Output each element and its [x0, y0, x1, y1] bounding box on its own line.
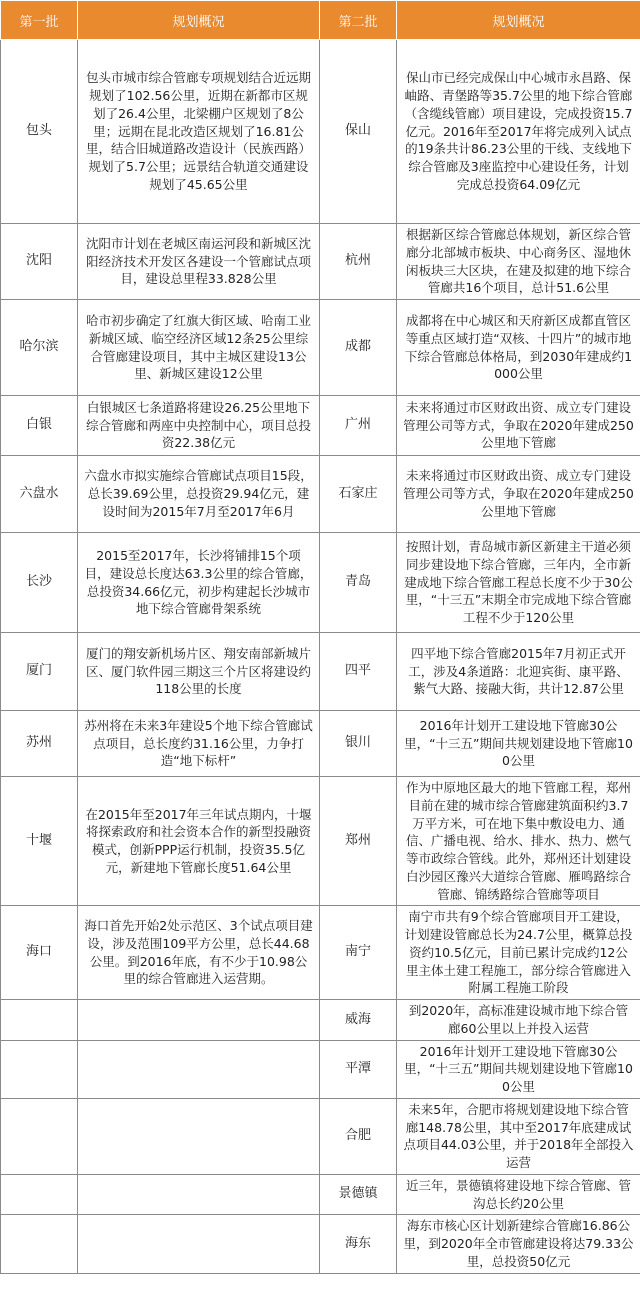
- batch2-plan: 未来将通过市区财政出资、成立专门建设管理公司等方式，争取在2020年建成250公里地下管廊: [397, 456, 640, 533]
- batch2-plan: 四平地下综合管廊2015年7月初正式开工，涉及4条道路：北迎宾街、康平路、紫气大路、接融大街，共计12.87公里: [397, 633, 640, 711]
- batch2-city: 广州: [320, 396, 397, 456]
- batch2-city: 南宁: [320, 906, 397, 1000]
- batch2-plan: 未来将通过市区财政出资、成立专门建设管理公司等方式，争取在2020年建成250公里地下管廊: [397, 396, 640, 456]
- batch1-city: 哈尔滨: [1, 300, 78, 396]
- batch2-plan: 南宁市共有9个综合管廊项目开工建设，计划建设管廊总长为24.7公里，概算总投资约10.5亿元，目前已累计完成约12公里主体土建工程施工，部分综合管廊进入附属工程施工阶段: [397, 906, 640, 1000]
- batch2-city: 威海: [320, 1000, 397, 1041]
- batch2-plan: 到2020年，高标准建设城市地下综合管廊60公里以上并投入运营: [397, 1000, 640, 1041]
- batch2-city: 郑州: [320, 777, 397, 906]
- batch1-city: [1, 1040, 78, 1098]
- table-row: [1, 1174, 640, 1215]
- batch1-plan: 厦门的翔安新机场片区、翔安南部新城片区、厦门软件园三期这三个片区将建设约118公里的长度: [78, 633, 320, 711]
- batch2-plan: 未来5年，合肥市将规划建设地下综合管廊148.78公里，其中至2017年底建成试点项目44.03公里，并于2018年全部投入运营: [397, 1098, 640, 1174]
- table-row: [1, 396, 640, 456]
- batch2-plan: 2016年计划开工建设地下管廊30公里，“十三五”期间共规划建设地下管廊100公里: [397, 711, 640, 777]
- batch2-city: 杭州: [320, 224, 397, 300]
- batch1-city: 六盘水: [1, 456, 78, 533]
- batch2-plan: 保山市已经完成保山中心城市永昌路、保岫路、青堡路等35.7公里的地下综合管廊（含缆线管廊）项目建设，完成投资15.7亿元。2016年至2017年将完成列入试点的19条共计86.23公里的干线、支线地下综合管廊及3座监控中心建设任务，计划完成总投资64.09亿元: [397, 40, 640, 224]
- batch1-plan: 包头市城市综合管廊专项规划结合近远期规划了102.56公里，近期在新都市区规划了26.4公里，北梁棚户区规划了8公里；远期在昆北改造区规划了16.81公里，结合旧城道路改造设计（民族西路）规划了5.7公里；远景结合轨道交通建设规划了45.65公里: [78, 40, 320, 224]
- batch2-plan: 根据新区综合管廊总体规划，新区综合管廊分北部城市板块、中心商务区、湿地休闲板块三大区块，在建及拟建的地下综合管廊共16个项目，总计51.6公里: [397, 224, 640, 300]
- batch1-plan: [78, 1174, 320, 1215]
- header-plan-1: 规划概况: [78, 1, 320, 40]
- table-row: [1, 777, 640, 906]
- batch1-city: [1, 1174, 78, 1215]
- batch1-city: 沈阳: [1, 224, 78, 300]
- table-row: [1, 1098, 640, 1174]
- table-row: [1, 533, 640, 633]
- batch1-city: [1, 1098, 78, 1174]
- batch1-plan: [78, 1000, 320, 1041]
- header-batch-2: 第二批: [320, 1, 397, 40]
- batch2-plan: 成都将在中心城区和天府新区成都直管区等重点区域打造“双核、十四片”的城市地下综合管廊总体格局，到2030年建成约1000公里: [397, 300, 640, 396]
- batch2-city: 石家庄: [320, 456, 397, 533]
- batch1-city: 长沙: [1, 533, 78, 633]
- batch1-plan: 白银城区七条道路将建设26.25公里地下综合管廊和两座中央控制中心，项目总投资22.38亿元: [78, 396, 320, 456]
- batch1-plan: 2015至2017年，长沙将铺排15个项目，建设总长度达63.3公里的综合管廊，总投资34.66亿元，初步构建起长沙城市地下综合管廊骨架系统: [78, 533, 320, 633]
- batch1-plan: [78, 1215, 320, 1273]
- batch2-city: 海东: [320, 1215, 397, 1273]
- batch1-city: 海口: [1, 906, 78, 1000]
- batch2-city: 青岛: [320, 533, 397, 633]
- batch2-plan: 海东市核心区计划新建综合管廊16.86公里，到2020年全市管廊建设将达79.33公里，总投资50亿元: [397, 1215, 640, 1273]
- batch1-plan: 沈阳市计划在老城区南运河段和新城区沈阳经济技术开发区各建设一个管廊试点项目，建设总里程33.828公里: [78, 224, 320, 300]
- batch1-city: 十堰: [1, 777, 78, 906]
- table-row: [1, 300, 640, 396]
- table-row: [1, 711, 640, 777]
- table-row: [1, 1000, 640, 1041]
- batch2-city: 平潭: [320, 1040, 397, 1098]
- batch1-city: [1, 1215, 78, 1273]
- table-row: [1, 1040, 640, 1098]
- batch1-city: 白银: [1, 396, 78, 456]
- table-row: [1, 224, 640, 300]
- batch2-city: 成都: [320, 300, 397, 396]
- batch1-plan: [78, 1098, 320, 1174]
- batch2-city: 银川: [320, 711, 397, 777]
- header-batch-1: 第一批: [1, 1, 78, 40]
- table-row: [1, 633, 640, 711]
- header-row: [1, 1, 640, 40]
- table-row: [1, 1215, 640, 1273]
- batch1-plan: [78, 1040, 320, 1098]
- batch2-city: 合肥: [320, 1098, 397, 1174]
- batch2-city: 保山: [320, 40, 397, 224]
- batch1-city: [1, 1000, 78, 1041]
- table-row: [1, 40, 640, 224]
- batch1-city: 厦门: [1, 633, 78, 711]
- batch1-plan: 苏州将在未来3年建设5个地下综合管廊试点项目，总长度约31.16公里，力争打造“地下标杆”: [78, 711, 320, 777]
- batch1-city: 苏州: [1, 711, 78, 777]
- batch2-city: 四平: [320, 633, 397, 711]
- batch2-city: 景德镇: [320, 1174, 397, 1215]
- batch2-plan: 按照计划，青岛城市新区新建主干道必须同步建设地下综合管廊，三年内，全市新建成地下综合管廊工程总长度不少于30公里，“十三五”末期全市完成地下综合管廊工程不少于120公里: [397, 533, 640, 633]
- batch1-plan: 在2015年至2017年三年试点期内，十堰将探索政府和社会资本合作的新型投融资模式，创新PPP运行机制，投资35.5亿元，新建地下管廊长度51.64公里: [78, 777, 320, 906]
- batch1-plan: 六盘水市拟实施综合管廊试点项目15段，总长39.69公里，总投资29.94亿元，建设时间为2015年7月至2017年6月: [78, 456, 320, 533]
- batch2-plan: 作为中原地区最大的地下管廊工程，郑州目前在建的城市综合管廊建筑面积约3.7万平方米，可在地下集中敷设电力、通信、广播电视、给水、排水、热力、燃气等市政综合管线。此外，郑州还计划建设白沙园区豫兴大道综合管廊、雁鸣路综合管廊、锦绣路综合管廊等项目: [397, 777, 640, 906]
- header-plan-2: 规划概况: [397, 1, 640, 40]
- batch2-plan: 近三年，景德镇将建设地下综合管廊、管沟总长约20公里: [397, 1174, 640, 1215]
- batch1-city: 包头: [1, 40, 78, 224]
- table-row: [1, 906, 640, 1000]
- batch1-plan: 哈市初步确定了红旗大街区域、哈南工业新城区域、临空经济区域12条25公里综合管廊建设项目，其中主城区建设13公里、新城区建设12公里: [78, 300, 320, 396]
- batch1-plan: 海口首先开始2处示范区、3个试点项目建设，涉及范围109平方公里，总长44.68公里。到2016年底，有不少于10.98公里的综合管廊进入运营期。: [78, 906, 320, 1000]
- batch2-plan: 2016年计划开工建设地下管廊30公里，“十三五”期间共规划建设地下管廊100公里: [397, 1040, 640, 1098]
- table-row: [1, 456, 640, 533]
